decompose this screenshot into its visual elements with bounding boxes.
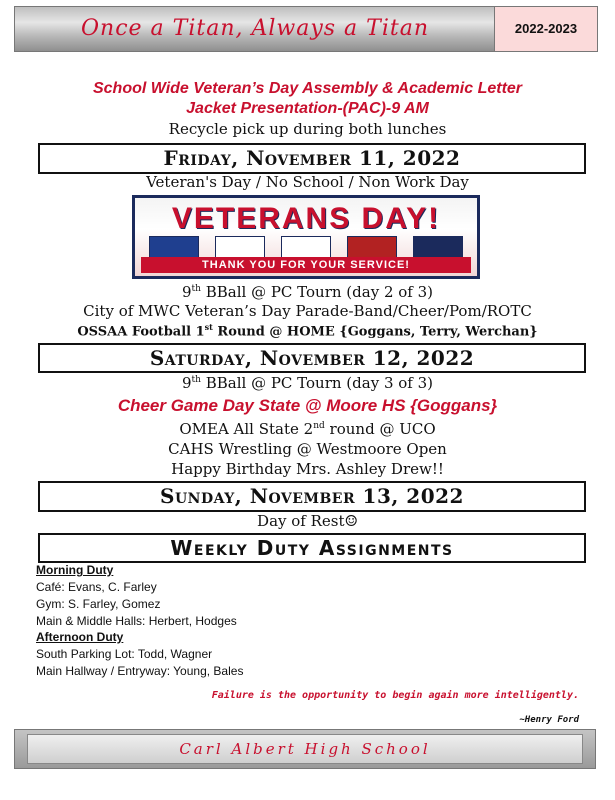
saturday-event-wrestling: CAHS Wrestling @ Westmoore Open (168, 440, 447, 458)
ordinal-suffix: st (204, 322, 213, 332)
event-text: BBall @ PC Tourn (day 2 of 3) (200, 283, 434, 301)
event-text: OMEA All State 2 (179, 420, 314, 438)
saturday-event-birthday: Happy Birthday Mrs. Ashley Drew!! (171, 460, 444, 478)
banner-subtitle: THANK YOU FOR YOUR SERVICE! (141, 257, 471, 273)
assembly-line-2: Jacket Presentation-(PAC)-9 AM (186, 100, 429, 117)
afternoon-duty-label: Afternoon Duty (36, 630, 124, 644)
morning-duty-item: Gym: S. Farley, Gomez (36, 597, 161, 611)
afternoon-duty-item: South Parking Lot: Todd, Wagner (36, 647, 213, 661)
morning-duty-item: Café: Evans, C. Farley (36, 580, 157, 594)
school-name: Carl Albert High School (27, 734, 583, 764)
quote-text: Failure is the opportunity to begin again more intelligently. (211, 690, 579, 701)
school-year-badge: 2022-2023 (494, 6, 598, 52)
ordinal-suffix: th (191, 284, 201, 294)
morning-duty-label: Morning Duty (36, 563, 114, 577)
event-text: 9 (181, 374, 192, 392)
friday-event-parade: City of MWC Veteran’s Day Parade-Band/Cheer/Pom/ROTC (83, 302, 532, 320)
saturday-event-cheer: Cheer Game Day State @ Moore HS {Goggans} (117, 396, 498, 415)
event-text: Round @ HOME {Goggans, Terry, Werchan} (212, 324, 538, 340)
morning-duty-item: Main & Middle Halls: Herbert, Hodges (36, 614, 237, 628)
sunday-heading: Sunday, November 13, 2022 (38, 481, 586, 512)
header-title: Once a Titan, Always a Titan (81, 16, 429, 41)
friday-note: Veteran's Day / No School / Non Work Day (146, 173, 469, 191)
ordinal-suffix: nd (313, 421, 325, 431)
friday-heading: Friday, November 11, 2022 (38, 143, 586, 174)
saturday-heading: Saturday, November 12, 2022 (38, 343, 586, 373)
veterans-day-banner (132, 195, 480, 279)
event-text: OSSAA Football 1 (77, 324, 205, 340)
banner-title: VETERANS DAY! (171, 202, 441, 235)
footer-banner (14, 729, 596, 769)
event-text: 9 (181, 283, 192, 301)
header-banner (14, 6, 496, 52)
event-text: BBall @ PC Tourn (day 3 of 3) (200, 374, 434, 392)
afternoon-duty-item: Main Hallway / Entryway: Young, Bales (36, 664, 244, 678)
friday-event-football (0, 322, 615, 339)
duty-heading: Weekly Duty Assignments (38, 533, 586, 563)
quote-author: ~Henry Ford (519, 715, 579, 725)
ordinal-suffix: th (191, 375, 201, 385)
saturday-event-omea (0, 420, 615, 438)
saturday-event-bball (0, 374, 615, 392)
assembly-line-1: School Wide Veteran’s Day Assembly & Academic Letter (92, 80, 523, 97)
event-text: round @ UCO (324, 420, 436, 438)
recycle-note: Recycle pick up during both lunches (168, 120, 447, 138)
friday-event-bball (0, 283, 615, 301)
sunday-note: Day of Rest☺ (257, 512, 358, 530)
